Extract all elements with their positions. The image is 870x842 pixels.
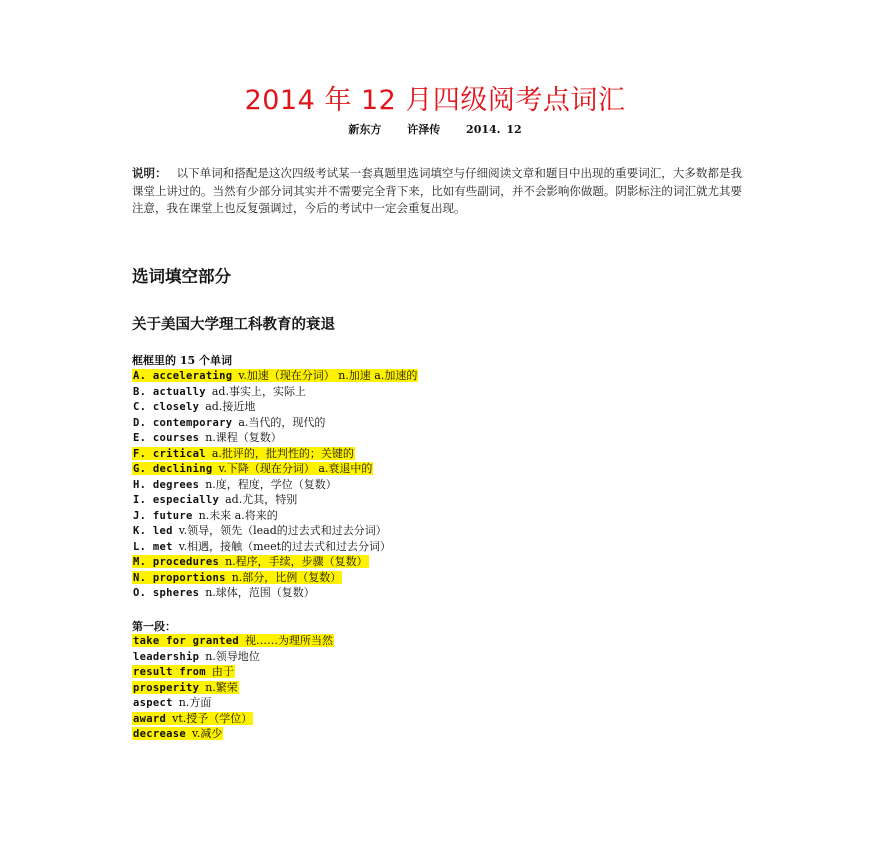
vocab-entry — [132, 665, 235, 678]
vocab-row — [132, 415, 752, 431]
document-title: 2014 年 12 月四级阅考点词汇 — [244, 85, 626, 116]
vocab-row — [132, 649, 752, 665]
article-heading: 关于美国大学理工科教育的衰退 — [132, 317, 335, 333]
vocab-word: A. accelerating — [133, 370, 233, 382]
vocab-word: decrease — [133, 728, 186, 740]
vocab-entry — [132, 431, 283, 444]
vocab-definition: v.加速（现在分词） n.加速 a.加速的 — [238, 369, 418, 382]
vocab-row — [132, 430, 752, 446]
vocab-row — [132, 664, 752, 680]
vocab-definition: a.当代的，现代的 — [238, 415, 326, 429]
vocab-word: I. especially — [133, 494, 220, 506]
vocab-row — [132, 461, 752, 477]
vocab-row — [132, 680, 752, 696]
vocab-word: aspect — [133, 697, 173, 709]
vocab-definition: n.繁荣 — [205, 680, 238, 694]
intro-text: 以下单词和搭配是这次四级考试某一套真题里选词填空与仔细阅读文章和题目中出现的重要词汇，大多数都是我课堂上讲过的。当然有少部分词其实并不需要完全背下来，比如有些副词，并不会影响你做题。阴影标注的词汇就尤其要注意，我在课堂上也反复强调过，今后的考试中一定会重复出现。 — [132, 166, 743, 215]
intro-label: 说明： — [132, 166, 167, 180]
vocab-entry — [132, 493, 298, 506]
box-words-label: 框框里的 15 个单词 — [132, 354, 232, 367]
vocab-definition: n.未来 a.将来的 — [198, 508, 278, 522]
byline-org: 新东方 — [348, 123, 382, 136]
vocab-row — [132, 523, 752, 539]
vocab-definition: ad.尤其，特别 — [225, 493, 298, 506]
vocab-entry — [132, 712, 253, 725]
vocab-definition: n.度，程度，学位（复数） — [205, 477, 337, 491]
vocab-word: E. courses — [133, 432, 200, 444]
vocab-definition: n.课程（复数） — [205, 431, 282, 444]
vocab-word: L. met — [133, 540, 173, 553]
vocab-definition: a.批评的，批判性的；关键的 — [211, 446, 354, 460]
vocab-row — [132, 399, 752, 415]
vocab-row — [132, 711, 752, 727]
vocab-entry — [132, 524, 388, 537]
vocab-entry — [132, 650, 261, 663]
vocab-word: H. degrees — [133, 478, 200, 491]
paragraph-word-list — [132, 633, 752, 742]
vocab-entry — [132, 727, 223, 740]
vocab-row — [132, 633, 752, 649]
vocab-definition: n.程序，手续，步骤（复数） — [225, 555, 368, 568]
vocab-row — [132, 477, 752, 493]
vocab-row — [132, 585, 752, 601]
vocab-definition: n.球体，范围（复数） — [205, 586, 315, 599]
vocab-entry — [132, 416, 326, 429]
vocab-definition: ad.事实上，实际上 — [211, 384, 306, 398]
vocab-definition: n.部分，比例（复数） — [231, 570, 342, 584]
vocab-row — [132, 508, 752, 524]
vocab-definition: v.领导，领先（lead的过去式和过去分词） — [178, 524, 387, 537]
vocab-definition: n.方面 — [178, 696, 212, 709]
vocab-word: F. critical — [133, 447, 206, 460]
vocab-word: award — [133, 712, 167, 725]
vocab-word: C. closely — [133, 401, 200, 413]
vocab-row — [132, 695, 752, 711]
vocab-word: leadership — [133, 650, 200, 663]
paragraph-label: 第一段： — [132, 620, 176, 633]
vocab-definition: v.相遇，接触（meet的过去式和过去分词） — [178, 539, 392, 553]
vocab-entry — [132, 462, 373, 475]
byline-date: 2014. 12 — [466, 123, 522, 136]
vocab-definition: vt.授予（学位） — [172, 711, 253, 725]
vocab-row — [132, 726, 752, 742]
vocab-word: take for granted — [133, 635, 239, 647]
vocab-definition: ad.接近地 — [205, 400, 256, 413]
vocab-row — [132, 539, 752, 555]
vocab-entry — [132, 369, 418, 382]
vocab-word: result from — [133, 666, 206, 678]
vocab-entry — [132, 478, 338, 491]
vocab-definition: v.减少 — [191, 727, 223, 740]
box-word-list — [132, 368, 752, 601]
vocab-word: D. contemporary — [133, 416, 233, 429]
intro-paragraph — [132, 165, 742, 218]
vocab-row — [132, 384, 752, 400]
vocab-entry — [132, 586, 316, 599]
vocab-entry — [132, 634, 334, 647]
byline — [0, 121, 870, 137]
vocab-word: prosperity — [133, 681, 200, 694]
vocab-definition: n.领导地位 — [205, 649, 260, 663]
vocab-word: B. actually — [133, 385, 206, 398]
vocab-entry — [132, 540, 392, 553]
vocab-definition: v.下降（现在分词） a.衰退中的 — [218, 462, 373, 475]
vocab-word: O. spheres — [133, 587, 200, 599]
section-heading: 选词填空部分 — [132, 267, 231, 286]
vocab-entry — [132, 681, 239, 694]
vocab-row — [132, 554, 752, 570]
vocab-row — [132, 570, 752, 586]
vocab-word: G. declining — [133, 463, 213, 475]
vocab-word: M. procedures — [133, 556, 220, 568]
vocab-word: K. led — [133, 525, 173, 537]
vocab-row — [132, 446, 752, 462]
vocab-word: N. proportions — [133, 571, 226, 584]
byline-author: 许泽传 — [407, 123, 441, 136]
vocab-entry — [132, 400, 256, 413]
vocab-definition: 由于 — [211, 665, 234, 678]
vocab-entry — [132, 696, 212, 709]
vocab-entry — [132, 509, 279, 522]
vocab-definition: 视……为理所当然 — [244, 634, 333, 647]
vocab-row — [132, 368, 752, 384]
vocab-word: J. future — [133, 509, 193, 522]
vocab-entry — [132, 385, 307, 398]
vocab-entry — [132, 447, 355, 460]
vocab-entry — [132, 555, 369, 568]
vocab-entry — [132, 571, 342, 584]
vocab-row — [132, 492, 752, 508]
